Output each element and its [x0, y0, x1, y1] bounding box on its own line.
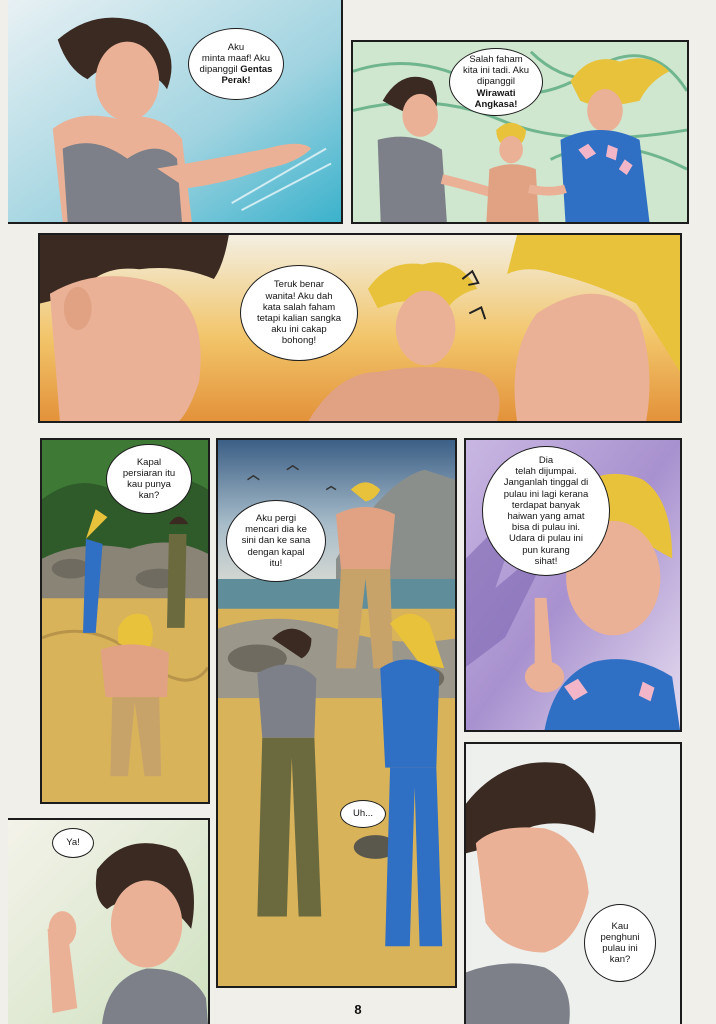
speech-bubble [52, 828, 94, 858]
bubble-bold-text: Gentas Perak! [221, 64, 273, 87]
panel-4 [40, 438, 210, 804]
speech-bubble [226, 500, 326, 582]
panel-8 [464, 742, 682, 1024]
bubble-text: Kau penghuni pulau ini kan? [600, 920, 640, 966]
panel-2 [351, 40, 689, 224]
panel-6 [464, 438, 682, 732]
panel-7 [8, 818, 210, 1024]
panel-3 [38, 233, 682, 423]
panel-5 [216, 438, 457, 988]
panel-7-artwork [8, 820, 208, 1024]
speech-bubble [188, 28, 284, 100]
bubble-text: Teruk benar wanita! Aku dah kata salah faham tetapi kalian sangka aku ini cakap bohong! [257, 279, 341, 347]
page-number: 8 [354, 1002, 362, 1017]
speech-bubble [584, 904, 656, 982]
bubble-text: Kapal persiaran itu kau punya kan? [122, 456, 176, 502]
speech-bubble [482, 446, 610, 576]
speech-bubble [449, 48, 543, 116]
speech-bubble [340, 800, 386, 828]
bubble-text: Ya! [66, 837, 80, 849]
bubble-text: Uh... [352, 808, 374, 820]
bubble-text: Aku minta maaf! Aku dipanggil Gentas Perak! [199, 41, 273, 87]
speech-bubble [240, 265, 358, 361]
panel-8-artwork [466, 744, 680, 1024]
bubble-text: Aku pergi mencari dia ke sini dan ke sana dengan kapal itu! [241, 512, 311, 569]
bubble-bold-text: Wirawati Angkasa! [474, 87, 518, 110]
bubble-text: Dia telah dijumpai. Janganlah tinggal di pulau ini lagi kerana terdapat banyak haiwan yang amat bisa di pulau ini. Udara di pulau ini pun kurang sihat! [503, 454, 589, 567]
panel-1 [8, 0, 343, 224]
speech-bubble [106, 444, 192, 514]
bubble-text: Salah faham kita ini tadi. Aku dipanggil Wirawati Angkasa! [462, 54, 529, 110]
panel-1-artwork [8, 0, 341, 222]
panel-3-artwork [40, 235, 680, 421]
